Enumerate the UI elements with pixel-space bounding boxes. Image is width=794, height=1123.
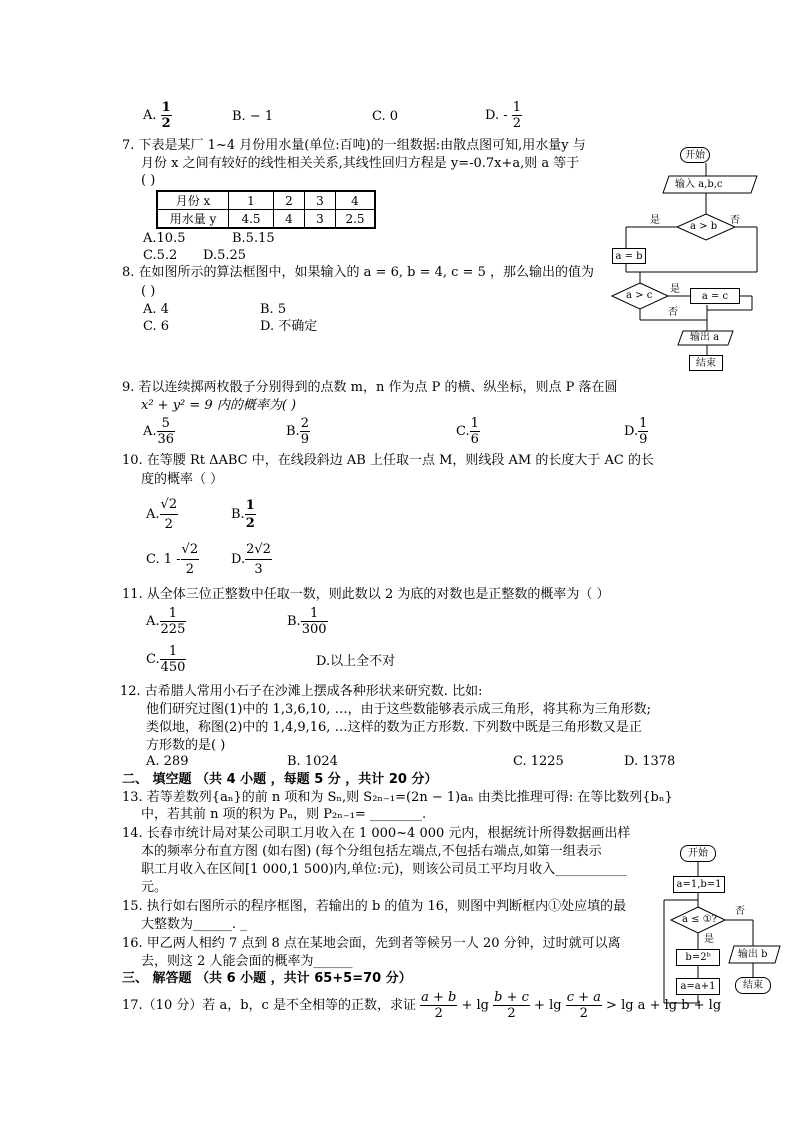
q7-option-d: D.5.25 — [203, 248, 247, 263]
q11-line1: 11. 从全体三位正整数中任取一数，则此数以 2 为底的对数也是正整数的概率为（ ） — [122, 587, 610, 602]
flow1-output: 输出 a — [690, 332, 720, 343]
q7-line3: ( ) — [141, 173, 156, 188]
q9-a-label: A. — [143, 424, 157, 439]
q12-line4: 方形数的是( ) — [146, 738, 226, 753]
flow1-no1: 否 — [730, 215, 740, 226]
q12-line2: 他们研究过图(1)中的 1,3,6,10, …，由于这些数能够表示成三角形，将其称为三角形数; — [146, 702, 651, 717]
q14-line2: 本的频率分布直方图 (如右图) (每个分组包括左端点,不包括右端点,如第一组表示 — [141, 844, 602, 859]
num: 5 — [157, 416, 176, 432]
flow2-no: 否 — [735, 906, 745, 917]
q9-b-label: B. — [286, 424, 300, 439]
section-3-heading: 三、 解答题 （共 6 小题 ，共计 65+5=70 分） — [122, 971, 412, 986]
num: 1 — [161, 100, 171, 115]
q12-option-b: B. 1024 — [287, 754, 338, 769]
num: 2 — [300, 416, 309, 431]
q16-line2: 去，则这 2 人能会面的概率为______ — [141, 954, 353, 969]
q8-option-a: A. 4 — [143, 302, 169, 317]
den: 3 — [254, 562, 263, 577]
num: 1 — [301, 606, 328, 622]
den: 2 — [164, 517, 173, 532]
flow2-assign1: b=2ᵇ — [676, 949, 720, 966]
num: 1 — [512, 100, 522, 115]
q7-option-c: C.5.2 — [143, 248, 178, 263]
den: 2 — [579, 1006, 588, 1021]
q6-a-label: A. — [143, 108, 157, 123]
flow2-yes: 是 — [704, 934, 714, 945]
q6-d-label: D. - — [485, 108, 508, 123]
flow1-end: 结束 — [689, 355, 723, 371]
q12-line3: 类似地，称图(2)中的 1,4,9,16, …这样的数为正方形数. 下列数中既是三角形数又是正 — [146, 720, 642, 735]
table-cell: 4.5 — [229, 210, 274, 229]
flow2-assign2: a=a+1 — [676, 978, 720, 995]
q8-line2: ( ) — [141, 284, 156, 299]
num: 1 — [470, 416, 479, 431]
q7-option-b: B.5.15 — [232, 231, 275, 246]
q13-line1: 13. 若等差数列{aₙ}的前 n 项和为 Sₙ,则 S₂ₙ₋₁=(2n − 1)aₙ 由类比推理可得: 在等比数列{bₙ} — [122, 790, 673, 805]
q7-option-a: A.10.5 — [143, 231, 186, 246]
den: 9 — [300, 432, 309, 447]
table-cell: 2.5 — [336, 210, 376, 229]
table-cell: 4 — [274, 210, 305, 229]
q14-line1: 14. 长春市统计局对某公司职工月收入在 1 000~4 000 元内，根据统计所得数据画出样 — [122, 826, 631, 841]
table-cell: 3 — [305, 191, 336, 210]
q8-option-c: C. 6 — [143, 319, 170, 334]
den: 225 — [160, 622, 186, 637]
q11-option-d: D.以上全不对 — [316, 654, 396, 669]
flow1-cond2: a > c — [626, 290, 653, 301]
flow2-init: a=1,b=1 — [673, 876, 725, 893]
num: c + a — [566, 990, 601, 1005]
q17-lg-1: + lg — [461, 998, 489, 1013]
q12-option-c: C. 1225 — [513, 754, 564, 769]
q9-d-label: D. — [624, 424, 639, 439]
q9-line1: 9. 若以连续掷两枚骰子分别得到的点数 m，n 作为点 P 的横、纵坐标，则点 P 落在圆 — [122, 380, 618, 395]
num: √2 — [181, 540, 200, 560]
q12-option-a: A. 289 — [146, 754, 189, 769]
den: 9 — [639, 432, 648, 447]
table-cell: 2 — [274, 191, 305, 210]
den: 2 — [161, 116, 171, 131]
q10-b-label: B. — [231, 507, 245, 522]
q16-line1: 16. 甲乙两人相约 7 点到 8 点在某地会面，先到者等候另一人 20 分钟，过时就可以离 — [122, 936, 621, 951]
q10-a-label: A. — [146, 507, 160, 522]
num: 2√2 — [245, 540, 272, 560]
den: 2 — [434, 1006, 443, 1021]
q7-line2: 月份 x 之间有较好的线性相关关系,其线性回归方程是 y=-0.7x+a,则 a 等于 — [141, 156, 580, 171]
flow1-yes1: 是 — [650, 215, 660, 226]
table-cell: 月份 x — [157, 191, 229, 210]
q10-c-label: C. 1 - — [146, 552, 181, 567]
flow1-input: 输入 a,b,c — [675, 179, 723, 190]
q8-option-d: D. 不确定 — [260, 319, 318, 334]
den: 450 — [160, 660, 186, 675]
q11-c-label: C. — [146, 652, 160, 667]
den: 2 — [507, 1006, 516, 1021]
num: a + b — [421, 990, 457, 1005]
q10-d-label: D. — [231, 552, 246, 567]
flow1-assign1: a = b — [612, 248, 646, 264]
num: √2 — [160, 495, 179, 515]
num: b + c — [494, 990, 529, 1005]
num: 1 — [639, 416, 648, 431]
flow2-output: 输出 b — [738, 949, 768, 960]
q17-prefix: 17.（10 分）若 a，b，c 是不全相等的正数，求证 — [122, 998, 416, 1013]
q7-line1: 7. 下表是某厂 1~4 月份用水量(单位:百吨)的一组数据:由散点图可知,用水量y 与 — [122, 138, 586, 153]
flow1-start: 开始 — [680, 147, 710, 163]
flow1-cond1: a > b — [690, 221, 718, 232]
q6-option-b: B. − 1 — [232, 109, 274, 124]
table-cell: 3 — [305, 210, 336, 229]
q10-line2: 度的概率（ ） — [141, 472, 224, 487]
q9-c-label: C. — [456, 424, 470, 439]
q8-line1: 8. 在如图所示的算法框图中，如果输入的 a = 6, b = 4, c = 5 ，那么输出的值为 — [122, 265, 594, 280]
flow1-yes2: 是 — [670, 284, 680, 295]
q12-option-d: D. 1378 — [624, 754, 676, 769]
flow2-cond: a ≤ ①? — [682, 914, 718, 925]
q8-option-b: B. 5 — [260, 302, 287, 317]
q11-b-label: B. — [287, 614, 301, 629]
den: 6 — [470, 432, 479, 447]
q15-line2: 大整数为______. _ — [141, 917, 247, 932]
q13-line2: 中，若其前 n 项的积为 Pₙ，则 P₂ₙ₋₁= ________. — [141, 807, 427, 822]
q17-lg-2: + lg — [534, 998, 562, 1013]
q12-line1: 12. 古希腊人常用小石子在沙滩上摆成各种形状来研究数. 比如: — [120, 684, 483, 699]
den: 2 — [512, 116, 522, 131]
den: 2 — [185, 562, 194, 577]
q14-line4: 元。 — [141, 880, 168, 895]
flow2-start: 开始 — [680, 845, 716, 862]
den: 300 — [301, 622, 327, 637]
den: 36 — [157, 432, 175, 447]
flow2-end: 结束 — [735, 977, 771, 994]
section-2-heading: 二、 填空题 （共 4 小题 ，每题 5 分 ，共计 20 分） — [122, 772, 438, 787]
q10-line1: 10. 在等腰 Rt ΔABC 中，在线段斜边 AB 上任取一点 M，则线段 AM 的长度大于 AC 的长 — [122, 453, 654, 468]
q15-line1: 15. 执行如右图所示的程序框图，若输出的 b 的值为 16，则图中判断框内①处应填的最 — [122, 899, 627, 914]
table-cell: 用水量 y — [157, 210, 229, 229]
num: 1 — [160, 644, 187, 660]
q17-suffix: > lg a + lg b + lg — [606, 998, 722, 1013]
num: 1 — [160, 606, 187, 622]
table-cell: 1 — [229, 191, 274, 210]
q11-a-label: A. — [146, 614, 160, 629]
flow1-no2: 否 — [668, 307, 678, 318]
den: 2 — [245, 516, 255, 531]
flow1-assign2: a = c — [690, 288, 740, 304]
num: 1 — [245, 498, 255, 513]
q14-line3: 职工月收入在区间[1 000,1 500)内,单位:元)，则该公司员工平均月收入___________ — [141, 862, 627, 877]
table-cell: 4 — [336, 191, 376, 210]
q6-option-c: C. 0 — [372, 109, 399, 124]
q9-line2: x² + y² = 9 内的概率为( ) — [141, 398, 297, 413]
